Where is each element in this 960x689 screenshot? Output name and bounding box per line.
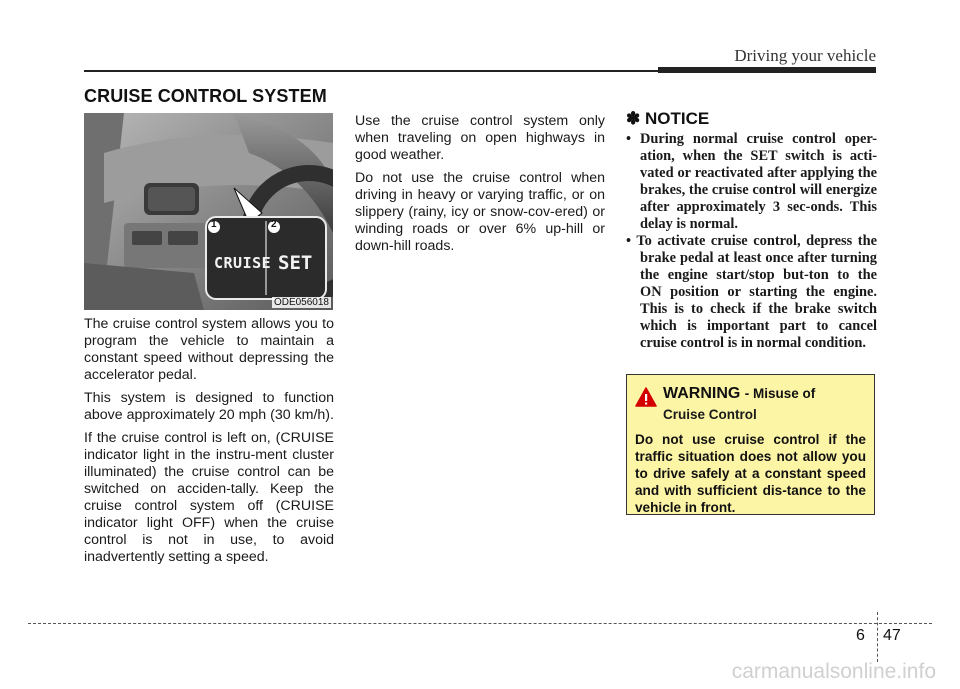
chapter-number: 6: [856, 627, 865, 644]
notice-section: [626, 110, 877, 352]
header-rule-accent: [658, 67, 876, 73]
callout-number-2-text: 2: [271, 219, 277, 230]
warning-body: Do not use cruise control if the traffic situation does not allow you to drive safely at a constant speed and with sufficient dis-tance to the vehicle in front.: [635, 432, 866, 515]
list-item: • To activate cruise control, depress the brake pedal at least once after turning the engine start/stop but-ton to the ON position or starting the engine. This is to check if the brake switch which is important part to cancel cruise control is in normal condition.: [626, 233, 877, 351]
footer-rule: [28, 623, 932, 624]
paragraph: This system is designed to function above approximately 20 mph (30 km/h).: [84, 390, 334, 423]
section-title: CRUISE CONTROL SYSTEM: [84, 86, 327, 106]
notice-list: [626, 131, 877, 352]
header-title: Driving your vehicle: [734, 46, 876, 65]
warning-box: [626, 374, 875, 515]
callout-number-1-text: 1: [211, 219, 217, 230]
watermark: carmanualsonline.info: [731, 660, 936, 683]
warning-subtitle: - Misuse of: [744, 386, 816, 401]
figure-cruise-switch: [84, 113, 333, 310]
paragraph: If the cruise control is left on, (CRUISE indicator light in the instru-ment cluster illuminated) the cruise control can be switched on acciden-tally. Keep the cruise control system off (CRUISE indicator light OFF) when the cruise control is not in use, to avoid inadvertently setting a speed.: [84, 430, 334, 565]
warning-subtitle-line2: Cruise Control: [663, 407, 757, 422]
column-1: [84, 316, 334, 572]
set-switch-label: SET: [278, 252, 313, 274]
notice-title: ✽ NOTICE: [626, 109, 710, 128]
warning-title: WARNING: [663, 385, 741, 402]
warning-header: [635, 385, 866, 407]
figure-code: ODE056018: [273, 297, 329, 308]
page-number-divider: [877, 612, 878, 662]
paragraph: Do not use the cruise control when driving in heavy or varying traffic, or on slippery (rainy, icy or snow-cov-ered) or winding roads or over 6% up-hill or down-hill roads.: [355, 170, 605, 254]
warning-triangle-icon: [635, 387, 657, 407]
column-2: [355, 113, 605, 261]
paragraph: The cruise control system allows you to program the vehicle to maintain a constant speed without depressing the accelerator pedal.: [84, 316, 334, 383]
page-number: 47: [883, 627, 901, 644]
cruise-switch-label: CRUISE: [214, 254, 272, 272]
paragraph: Use the cruise control system only when traveling on open highways in good weather.: [355, 113, 605, 163]
list-item: • During normal cruise control oper-ation, when the SET switch is acti-vated or reactivated after applying the brakes, the cruise control will energize after approximately 3 sec-onds. This delay is normal.: [626, 131, 877, 232]
